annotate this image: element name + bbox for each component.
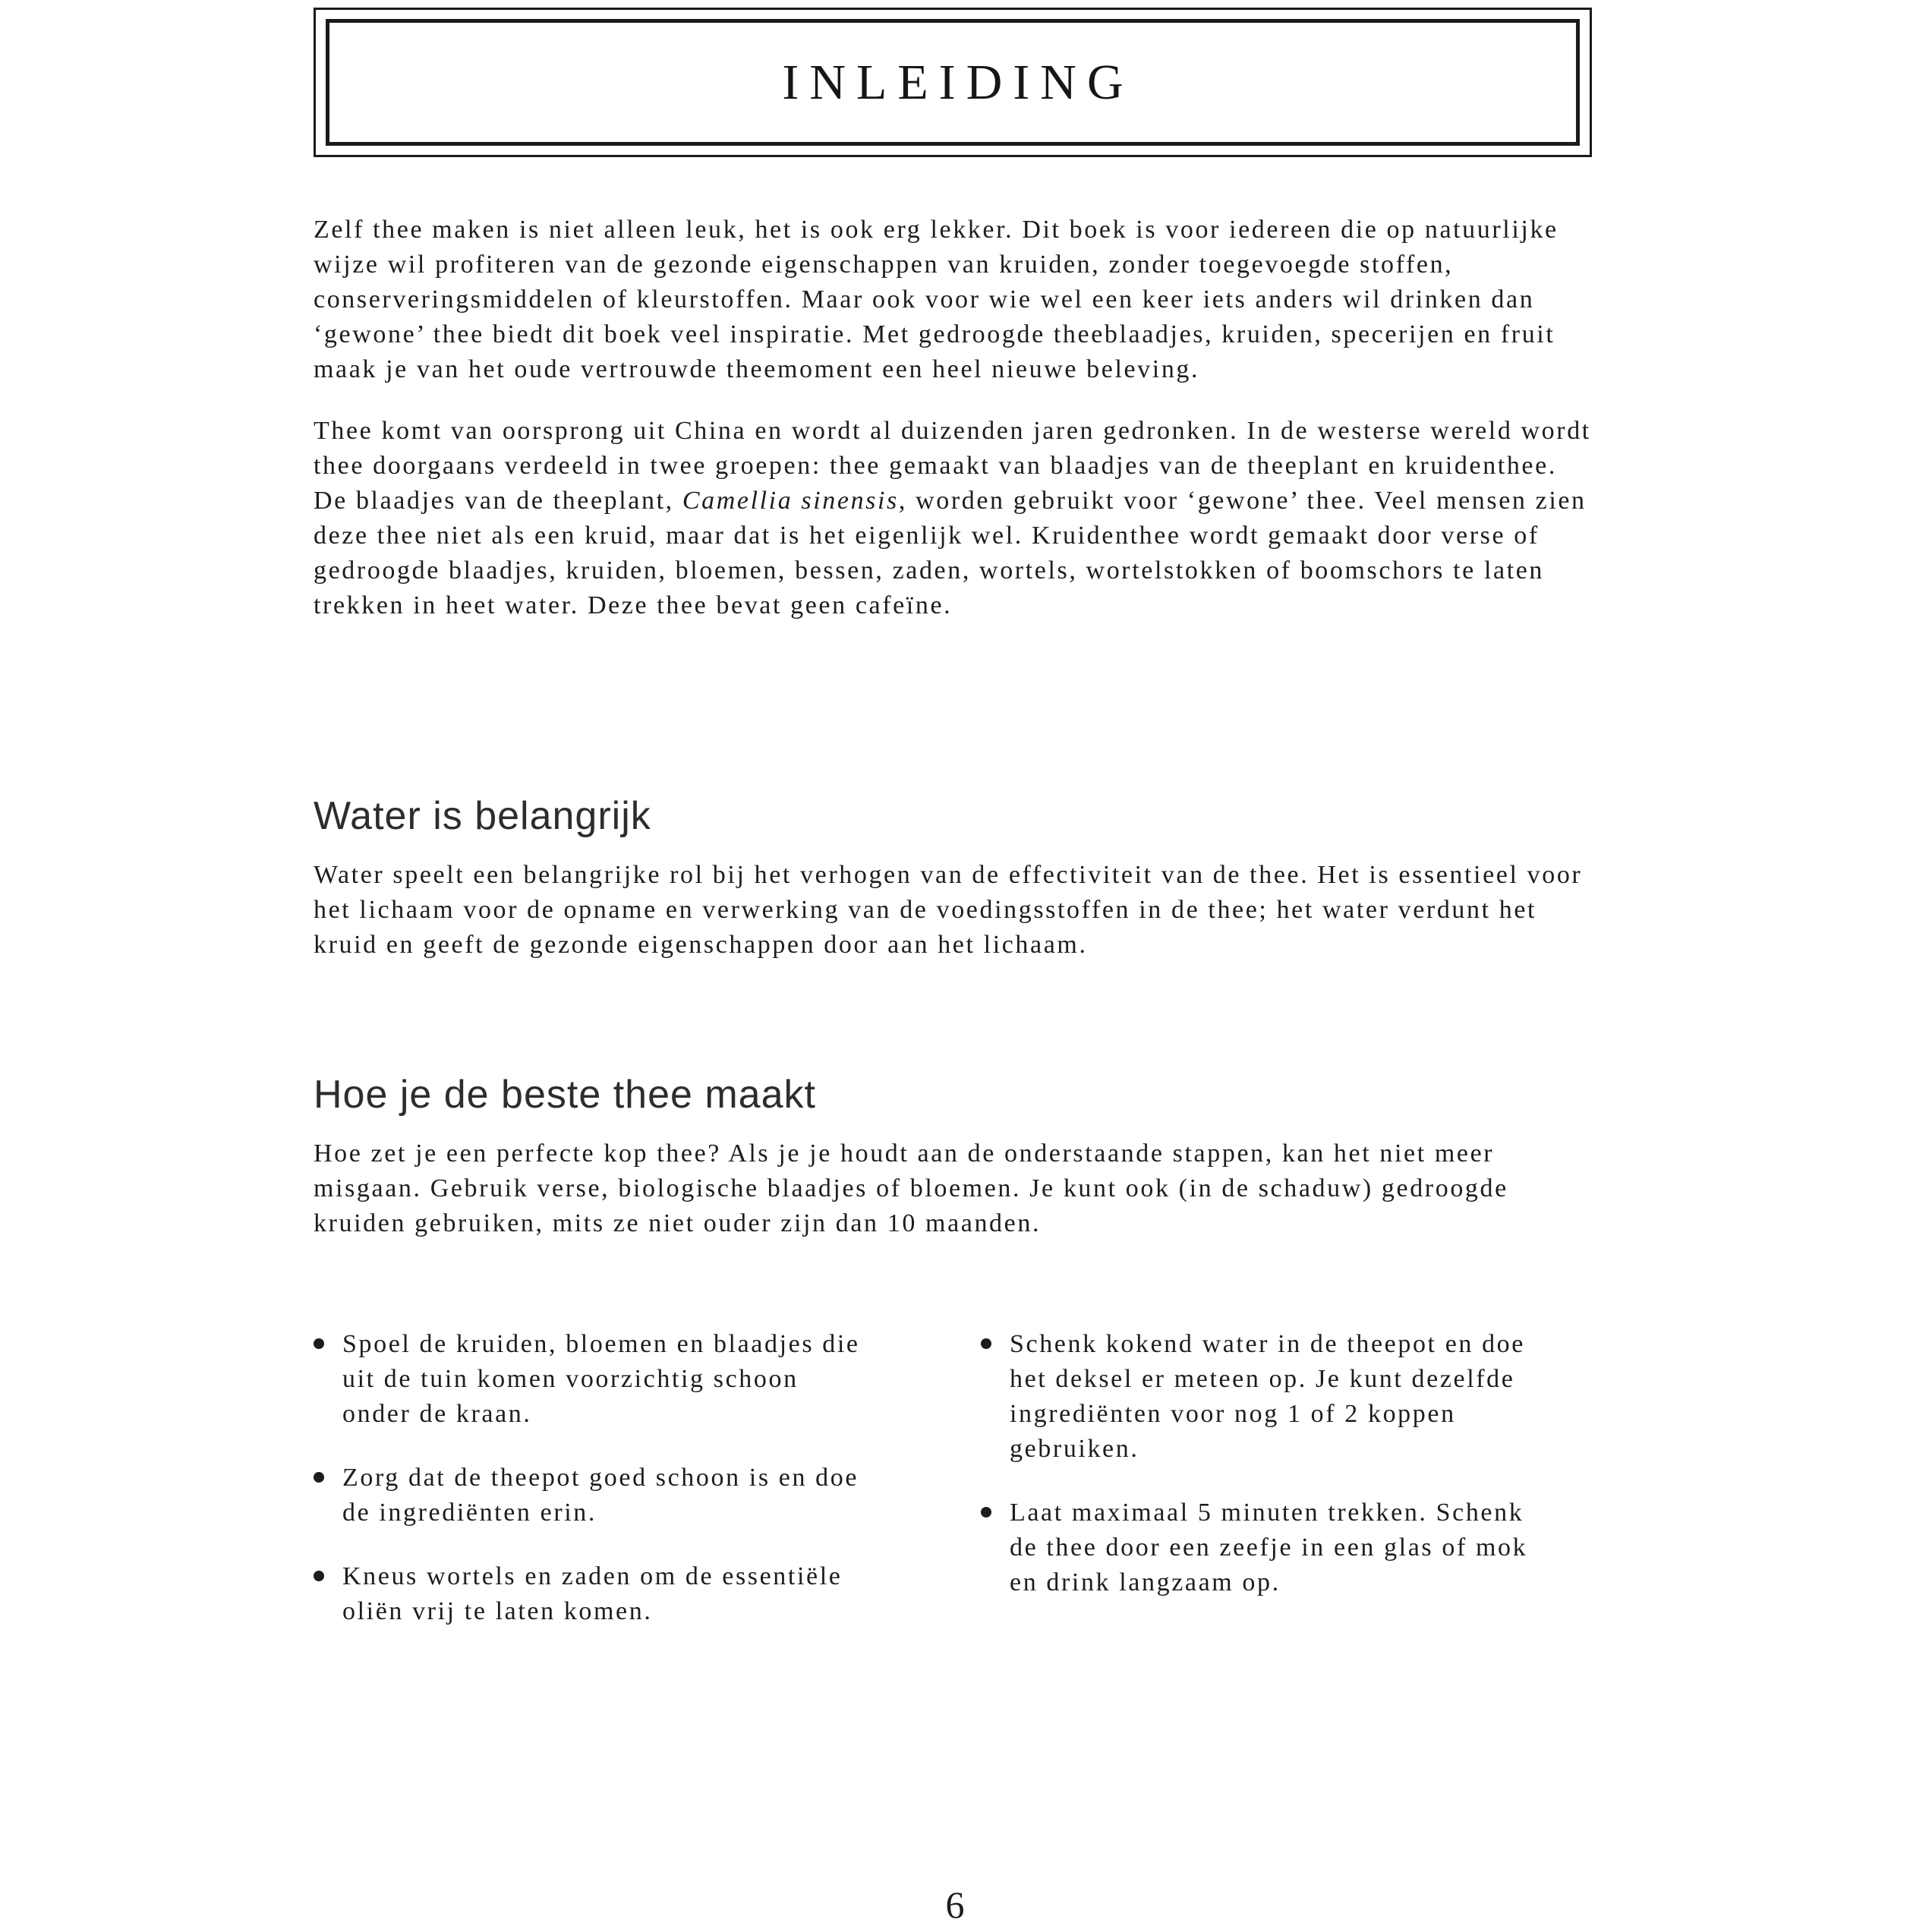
page-footer xyxy=(314,1883,1596,1927)
section-body-water: Water speelt een belangrijke rol bij het verhogen van de effectiviteit van de thee. Het is essentieel voor het lichaam voor de opname en verwerking van de voedingsstoffen in de thee; het water verdunt het kruid en geeft de gezonde eigenschappen door aan het lichaam. xyxy=(314,861,1583,959)
species-name-italic: Camellia sinensis xyxy=(682,487,899,515)
list-item xyxy=(981,1495,1549,1600)
intro-paragraphs xyxy=(314,213,1596,623)
bullet-icon xyxy=(314,1338,324,1349)
intro-paragraph-2 xyxy=(314,414,1596,623)
intro-paragraph-1: Zelf thee maken is niet alleen leuk, het is ook erg lekker. Dit boek is voor iedereen die op natuurlijke wijze wil profiteren van de gezonde eigenschappen van kruiden, zonder toegevoegde stoffen, conserveringsmiddelen of kleurstoffen. Maar ook voor wie wel een keer iets anders wil drinken dan ‘gewone’ thee biedt dit boek veel inspiratie. Met gedroogde theeblaadjes, kruiden, specerijen en fruit maak je van het oude vertrouwde theemoment een heel nieuwe beleving. xyxy=(314,216,1559,383)
steps-list-left xyxy=(314,1327,866,1629)
section-best-tea xyxy=(314,1073,1596,1241)
section-heading-water: Water is belangrijk xyxy=(314,794,651,838)
list-item xyxy=(314,1461,866,1530)
page-number: 6 xyxy=(945,1883,965,1926)
step-text: Laat maximaal 5 minuten trekken. Schenk de thee door een zeefje in een glas of mok en drink langzaam op. xyxy=(1010,1499,1528,1596)
list-item xyxy=(314,1559,866,1629)
section-heading-best-tea: Hoe je de beste thee maakt xyxy=(314,1073,816,1117)
bullet-icon xyxy=(981,1338,991,1349)
step-text: Kneus wortels en zaden om de essentiële oliën vrij te laten komen. xyxy=(342,1562,843,1625)
section-water xyxy=(314,794,1596,963)
bullet-icon xyxy=(314,1571,324,1581)
list-item xyxy=(981,1327,1549,1467)
chapter-title: INLEIDING xyxy=(782,54,1134,110)
steps-list-right xyxy=(981,1327,1549,1600)
section-body-best-tea: Hoe zet je een perfecte kop thee? Als je je houdt aan de onderstaande stappen, kan het niet meer misgaan. Gebruik verse, biologische blaadjes of bloemen. Je kunt ook (in de schaduw) gedroogde kruiden gebruiken, mits ze niet ouder zijn dan 10 maanden. xyxy=(314,1139,1508,1237)
step-text: Spoel de kruiden, bloemen en blaadjes die uit de tuin komen voorzichtig schoon onder de kraan. xyxy=(342,1330,860,1428)
chapter-title-box xyxy=(314,8,1592,157)
step-text: Zorg dat de theepot goed schoon is en doe de ingrediënten erin. xyxy=(342,1464,859,1527)
intro-paragraph-2-text: Thee komt van oorsprong uit China en wordt al duizenden jaren gedronken. In de westerse wereld wordt thee doorgaans verdeeld in twee groepen: thee gemaakt van blaadjes van de theeplant en kruidenthee. De blaadjes van de theeplant, xyxy=(314,417,1591,515)
bullet-icon xyxy=(981,1507,991,1518)
list-item xyxy=(314,1327,866,1432)
intro-paragraph-2-text-cont: , worden gebruikt voor ‘gewone’ thee. Veel mensen zien deze thee niet als een kruid, maar dat is het eigenlijk wel. Kruidenthee wordt gemaakt door verse of gedroogde blaadjes, kruiden, bloemen, bessen, zaden, wortels, wortelstokken of boomschors te laten trekken in heet water. Deze thee bevat geen cafeïne. xyxy=(314,487,1587,619)
chapter-title-inner-frame xyxy=(326,19,1580,146)
step-text: Schenk kokend water in de theepot en doe het deksel er meteen op. Je kunt dezelfde ingrediënten voor nog 1 of 2 koppen gebruiken. xyxy=(1010,1330,1525,1463)
bullet-icon xyxy=(314,1472,324,1483)
